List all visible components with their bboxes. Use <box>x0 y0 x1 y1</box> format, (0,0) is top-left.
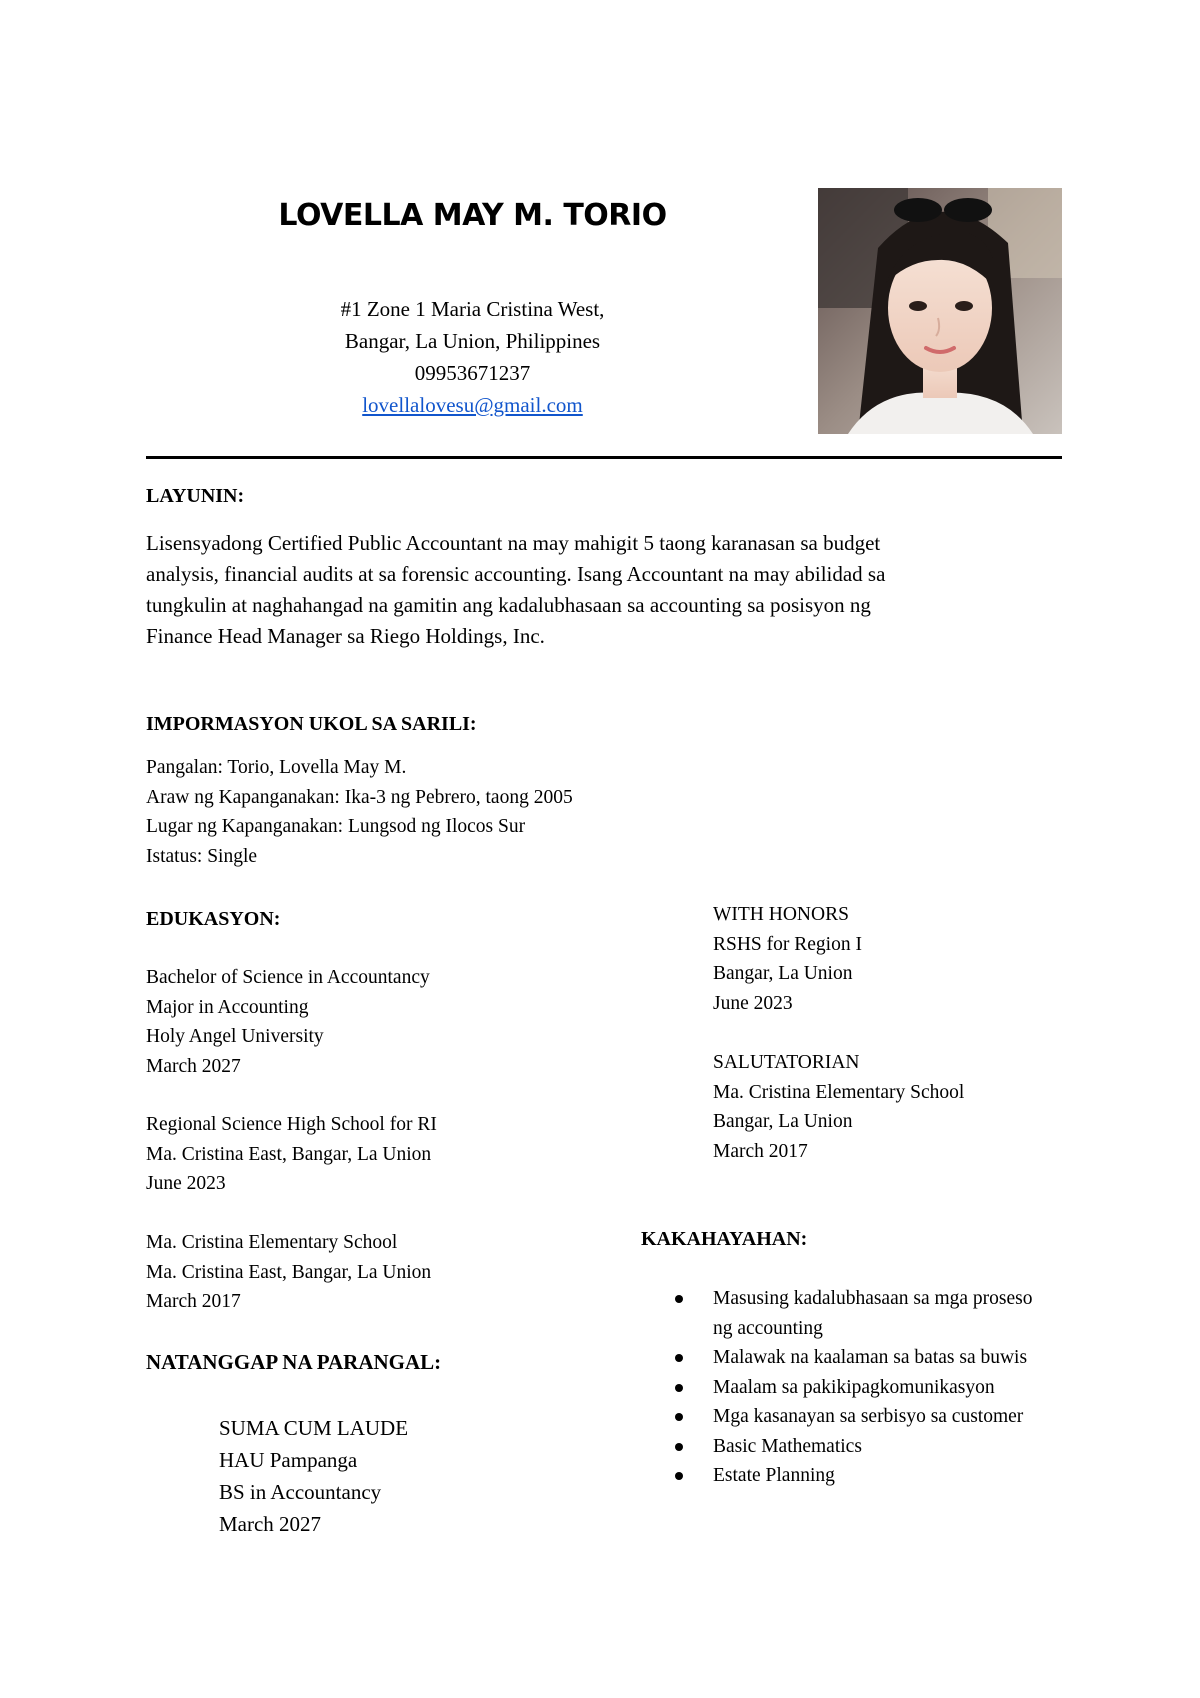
phone-number: 09953671237 <box>414 361 531 385</box>
address-line-1: #1 Zone 1 Maria Cristina West, <box>340 297 605 321</box>
personal-info-heading: IMPORMASYON UKOL SA SARILI: <box>146 713 477 735</box>
education-line: Regional Science High School for RI <box>146 1114 437 1135</box>
education-line: March 2027 <box>146 1055 241 1077</box>
education-line: Major in Accounting <box>146 996 309 1018</box>
bullet-icon <box>675 1443 683 1451</box>
personal-info-line: Araw ng Kapanganakan: Ika-3 ng Pebrero, taong 2005 <box>146 786 573 808</box>
award-line: WITH HONORS <box>713 904 849 925</box>
award-line: SALUTATORIAN <box>713 1052 860 1073</box>
bullet-icon <box>675 1413 683 1421</box>
education-entry-highschool <box>146 1110 437 1199</box>
skills-heading: KAKAHAYAHAN: <box>641 1228 808 1250</box>
resume-name: LOVELLA MAY M. TORIO <box>278 198 667 233</box>
award-line: RSHS for Region I <box>713 933 862 955</box>
skill-item: Masusing kadalubhasaan sa mga proseso ng accounting <box>713 1284 1053 1343</box>
personal-info-line: Lugar ng Kapanganakan: Lungsod ng Ilocos Sur <box>146 816 526 837</box>
education-entry-elementary <box>146 1228 431 1317</box>
education-line: Ma. Cristina East, Bangar, La Union <box>146 1143 432 1165</box>
awards-heading: NATANGGAP NA PARANGAL: <box>146 1350 442 1374</box>
education-line: March 2017 <box>146 1291 241 1312</box>
objective-line: Finance Head Manager sa Riego Holdings, Inc. <box>146 624 545 648</box>
address-line-2: Bangar, La Union, Philippines <box>344 329 601 353</box>
award-line: March 2017 <box>713 1140 808 1162</box>
award-salutatorian <box>713 1048 964 1166</box>
objective-line: tungkulin at naghahangad na gamitin ang kadalubhasaan sa accounting sa posisyon ng <box>146 593 871 617</box>
personal-info-block <box>146 753 573 871</box>
objective-line: Lisensyadong Certified Public Accountant na may mahigit 5 taong karanasan sa budget <box>146 531 881 555</box>
award-line: Bangar, La Union <box>713 1111 853 1132</box>
education-heading: EDUKASYON: <box>146 908 281 930</box>
skill-item: Basic Mathematics <box>713 1432 1053 1462</box>
address-block <box>0 293 945 421</box>
bullet-icon <box>675 1472 683 1480</box>
skill-item: Mga kasanayan sa serbisyo sa customer <box>713 1402 1053 1432</box>
award-line: HAU Pampanga <box>219 1448 358 1472</box>
education-line: Ma. Cristina East, Bangar, La Union <box>146 1261 432 1283</box>
award-line: March 2027 <box>219 1512 322 1536</box>
personal-info-line: Pangalan: Torio, Lovella May M. <box>146 757 407 778</box>
skill-item: Estate Planning <box>713 1461 1053 1491</box>
award-line: SUMA CUM LAUDE <box>219 1416 409 1440</box>
education-line: Holy Angel University <box>146 1026 324 1047</box>
objective-text <box>146 528 1066 652</box>
award-line: June 2023 <box>713 992 793 1014</box>
education-line: June 2023 <box>146 1173 226 1194</box>
header-divider <box>146 456 1062 459</box>
award-line: Bangar, La Union <box>713 963 853 984</box>
profile-photo <box>818 188 1062 434</box>
bullet-icon <box>675 1354 683 1362</box>
personal-info-line: Istatus: Single <box>146 845 258 867</box>
skills-list <box>713 1284 1053 1491</box>
education-entry-college <box>146 963 430 1081</box>
skill-item: Malawak na kaalaman sa batas sa buwis <box>713 1343 1053 1373</box>
education-line: Bachelor of Science in Accountancy <box>146 967 430 988</box>
award-summa-cum-laude <box>219 1412 408 1540</box>
education-line: Ma. Cristina Elementary School <box>146 1232 398 1253</box>
objective-line: analysis, financial audits at sa forensic accounting. Isang Accountant na may abilidad sa <box>146 562 886 586</box>
email-link[interactable]: lovellalovesu@gmail.com <box>362 393 583 417</box>
award-line: BS in Accountancy <box>219 1480 382 1504</box>
bullet-icon <box>675 1295 683 1303</box>
award-line: Ma. Cristina Elementary School <box>713 1081 965 1103</box>
objective-heading: LAYUNIN: <box>146 485 245 507</box>
award-with-honors <box>713 900 862 1018</box>
skill-item: Maalam sa pakikipagkomunikasyon <box>713 1373 1053 1403</box>
bullet-icon <box>675 1384 683 1392</box>
